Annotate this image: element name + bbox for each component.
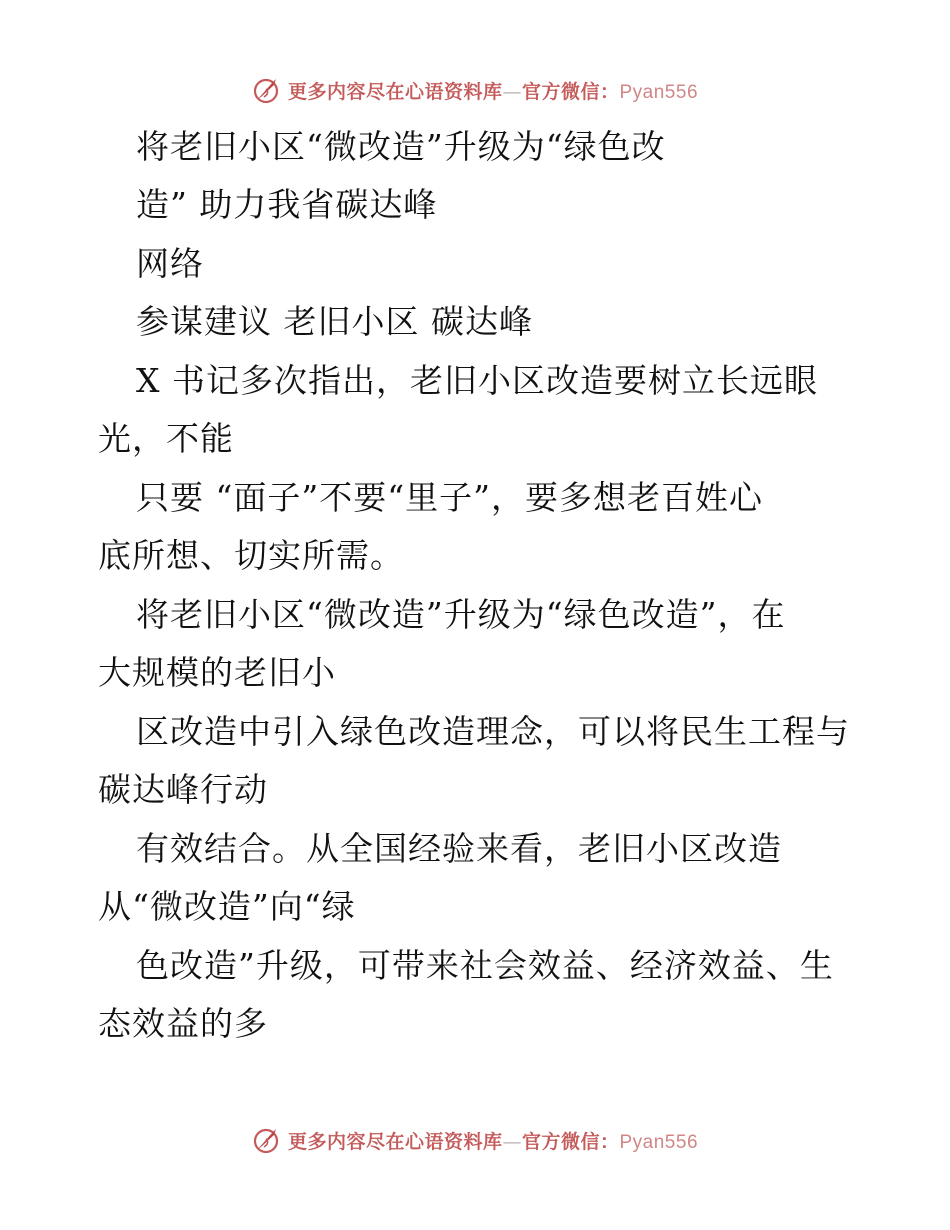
watermark-site-text: 更多内容尽在心语资料库 [287,80,503,103]
watermark-dash: — [502,80,522,103]
paragraph-line: 态效益的多 [98,1004,268,1043]
quill-pen-logo-icon [252,75,282,105]
paragraph-line: 光，不能 [98,419,234,458]
document-title-line-1: 将老旧小区“微改造”升级为“绿色改 [136,127,666,166]
watermark-account-label: 官方微信： [521,1130,620,1153]
paragraph-line: X 书记多次指出，老旧小区改造要树立长远眼 [136,361,818,400]
paragraph-line: 只要 “面子”不要“里子”，要多想老百姓心 [136,478,763,517]
paragraph-line: 色改造”升级，可带来社会效益、经济效益、生 [136,946,834,985]
document-source: 网络 [136,244,204,283]
footer-watermark [0,1120,950,1160]
paragraph-line: 大规模的老旧小 [98,653,336,692]
quill-pen-logo-icon [252,1125,282,1155]
watermark-account-id: Pyan556 [619,1131,699,1153]
paragraph-line: 有效结合。从全国经验来看，老旧小区改造 [136,829,782,868]
paragraph-line: 底所想、切实所需。 [98,536,404,575]
document-tags: 参谋建议 老旧小区 碳达峰 [136,302,533,341]
header-watermark [0,70,950,110]
paragraph-line: 碳达峰行动 [98,770,268,809]
paragraph-line: 区改造中引入绿色改造理念，可以将民生工程与 [136,712,850,751]
watermark-dash: — [502,1130,522,1153]
watermark-account-id: Pyan556 [619,81,699,103]
paragraph-line: 从“微改造”向“绿 [98,887,356,926]
watermark-text [288,1127,698,1154]
watermark-site-text: 更多内容尽在心语资料库 [287,1130,503,1153]
watermark-account-label: 官方微信： [521,80,620,103]
document-title-line-2: 造” 助力我省碳达峰 [136,185,438,224]
paragraph-line: 将老旧小区“微改造”升级为“绿色改造”，在 [136,595,786,634]
watermark-text [288,77,698,104]
